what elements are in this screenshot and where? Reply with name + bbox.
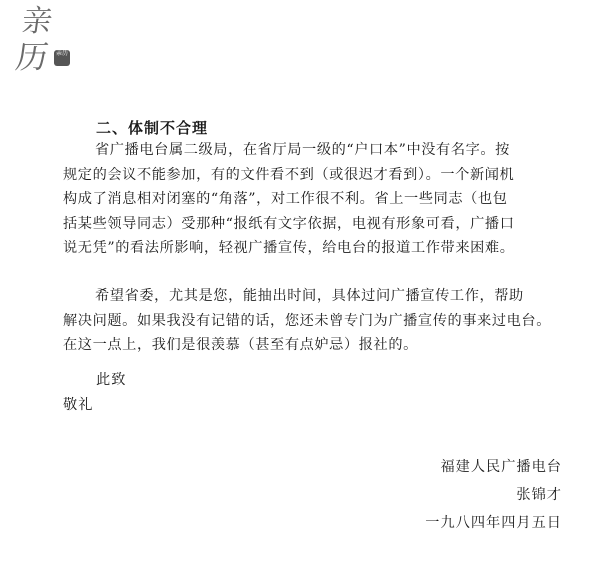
paragraph-1-line: 括某些领导同志）受那种“报纸有文字依据，电视有形象可看，广播口 [63,215,515,232]
paragraph-1 [63,138,583,261]
signature-date: 一九八四年四月五日 [425,515,562,531]
logo-char-bottom: 历 [13,38,51,76]
paragraph-2 [63,284,583,358]
book-logo [13,4,72,76]
paragraph-1-line: 省广播电台属二级局，在省厅局一级的“户口本”中没有名字。按 [95,142,510,158]
closing-regards: 敬礼 [63,397,94,413]
paragraph-1-line: 规定的会议不能参加，有的文件看不到（或很迟才看到）。一个新闻机 [63,166,515,183]
signature-organization: 福建人民广播电台 [440,459,562,475]
paragraph-2-line: 希望省委，尤其是您，能抽出时间，具体过问广播宣传工作，帮助 [95,288,524,304]
paragraph-1-line: 说无凭”的看法所影响，轻视广播宣传，给电台的报道工作带来困难。 [63,240,515,256]
logo-seal: 亲历 [54,50,70,66]
section-title: 二、体制不合理 [96,119,209,137]
paragraph-2-line: 在这一点上，我们是很羡慕（甚至有点妒忌）报社的。 [63,337,418,353]
closing-salutation: 此致 [96,372,127,388]
signature-name: 张锦才 [516,487,562,503]
paragraph-2-line: 解决问题。如果我没有记错的话，您还未曾专门为广播宣传的事来过电台。 [63,312,551,329]
paragraph-1-line: 构成了消息相对闭塞的“角落”，对工作很不利。省上一些同志（也包 [63,191,508,207]
logo-char-top: 亲 [19,4,55,39]
